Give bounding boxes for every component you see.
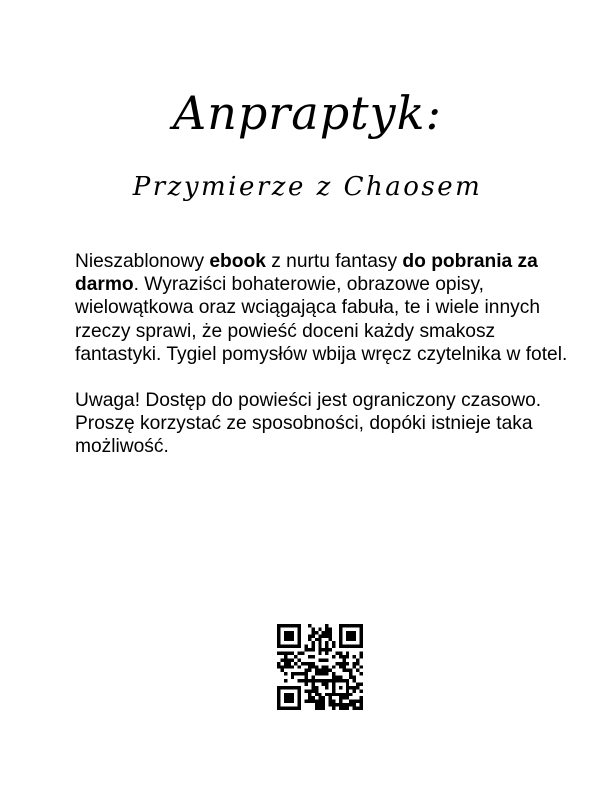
book-title: Anpraptyk: [173, 86, 442, 140]
book-subtitle: Przymierze z Chaosem [132, 172, 483, 202]
notice-paragraph: Uwaga! Dostęp do powieści jest ograniczony czasowo. Proszę korzystać ze sposobności, dopóki istnieje taka możliwość. [75, 390, 542, 458]
description-paragraph [75, 250, 575, 366]
text-fragment: Nieszablonowy [75, 251, 210, 272]
qr-code-icon [277, 624, 363, 710]
text-fragment: z nurtu fantasy [265, 251, 403, 272]
description-text [75, 250, 575, 482]
text-fragment: . Wyraziści bohaterowie, obrazowe opisy, wielowątkowa oraz wciągająca fabuła, te i wiele innych rzeczy sprawi, że powieść doceni każdy smakosz fantastyki. Tygiel pomysłów wbija wręcz czytelnika w fotel. [75, 274, 568, 365]
bold-ebook: ebook [209, 251, 266, 272]
bold-free-download: do pobrania za darmo [75, 251, 538, 296]
